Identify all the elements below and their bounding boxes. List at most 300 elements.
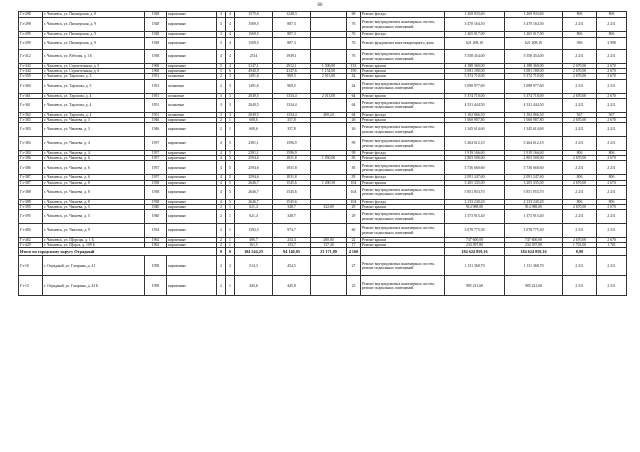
cell-living-area: 254,3 [273,238,311,243]
cell-total-area: 2049,5 [235,93,273,98]
cell-apts [311,161,347,175]
cell-entrances: 1 [226,204,235,209]
cell-apts: 137,40 [311,243,347,248]
cell-address: г. Чапаевск, ул. Щорсцы, д. 1 Б [43,238,145,243]
cell-living-area: 887,3 [273,38,311,50]
cell-residents: 83 [347,175,361,180]
cell-floors: 4 [217,137,226,151]
cell-id: Гз-10 [19,256,43,276]
cell-entrances: 5 [226,199,235,204]
cell-address: г. Чапаевск, ул. Чапаева, д. 8 [43,185,145,199]
cell-id: Гз-395 [19,204,43,209]
cell-cost: 5 736 660,60 [445,161,505,175]
cell-cost2: 2 803 500,00 [505,156,563,161]
cell-living-area: 887,3 [273,32,311,38]
cell-max-m2: 3 998 [597,38,627,50]
cell-cost2: 5 374 710,00 [505,74,563,79]
cell-total-area: 2381,1 [235,137,273,151]
cell-cost: 3 081 180,00 [445,69,505,74]
cell-material: кирпичные [167,64,217,69]
total-max-empty [597,248,627,256]
cell-id: Гз-429 [19,243,43,248]
cell-max-m2: 2 211 [597,50,627,64]
cell-cost2: 5 374 710,00 [505,93,563,98]
cell-address: г. Чапаевск, ул. Чапаева, д. 4 [43,137,145,151]
cell-year: 1958 [145,256,167,276]
cell-floors: 4 [217,161,226,175]
cell-floors: 3 [217,93,226,98]
cell-address: г. Отрадный, ул. Гагарина, д. 41 [43,256,145,276]
cell-address: г. Чапаевск, ул. Щорса, д. 109 Б [43,243,145,248]
cell-material: кирпичные [167,243,217,248]
cell-year: 1928 [145,38,167,50]
cell-cost: 1 919 166,60 [445,151,505,156]
cell-residents: 76 [347,18,361,32]
cell-material: шлаковые [167,98,217,112]
total-cost2: 184 624 859,16 [505,248,563,256]
cell-id: Гз-343 [19,64,43,69]
cell-works: Ремонт внутридомовых инженерных систем, ремонт подвальных помещений [361,185,445,199]
cell-apts: 2 013,00 [311,93,347,98]
cell-floors: 4 [217,151,226,156]
cell-year: 1938 [145,185,167,199]
cell-residents: 29 [347,204,361,209]
cell-entrances: 4 [226,18,235,32]
cell-floors: 3 [217,98,226,112]
cell-entrances: 1 [226,117,235,122]
cell-cost2: 1 345 614,60 [505,123,563,137]
cell-residents: 104 [347,185,361,199]
cell-material: кирпичные [167,161,217,175]
cell-year: 1928 [145,12,167,18]
cell-floors: 2 [217,210,226,224]
table-row [19,224,627,238]
cell-living-area: 348,7 [273,204,311,209]
cell-entrances: 5 [226,161,235,175]
cell-material: кирпичные [167,156,217,161]
table-row [19,123,627,137]
cell-works: Ремонт фасада [361,175,445,180]
cell-id: Гз-387 [19,180,43,185]
cell-living-area: 1248,3 [273,12,311,18]
cell-residents: 76 [347,32,361,38]
cell-apts: 1 200,50 [311,180,347,185]
cell-apts [311,79,347,93]
cell-works: Ремонт внутридомовых инженерных систем, ремонт подвальных помещений [361,18,445,32]
cell-max-m2: 1 701 [597,243,627,248]
cell-year: 1946 [145,123,167,137]
cell-total-area: 406,7 [235,238,273,243]
table-row [19,185,627,199]
cell-total-area: 621,4 [235,204,273,209]
cell-floors: 2 [217,276,226,296]
total-living-area: 94 140,05 [273,248,311,256]
cell-total-area: 621,4 [235,210,273,224]
cell-floors: 3 [217,32,226,38]
cell-id: Гз-384 [19,151,43,156]
cell-total-area: 2514 [235,50,273,64]
cell-cost: 1 102 066,50 [445,112,505,117]
table-row [19,161,627,175]
housing-repair-table [18,11,627,296]
cell-total-area: 4940,9 [235,69,273,74]
cell-year: 1938 [145,50,167,64]
cell-year: 1951 [145,74,167,79]
cell-living-area: 1334,4 [273,98,311,112]
total-area: 104 544,25 [235,248,273,256]
total-cost: 184 624 859,16 [445,248,505,256]
cell-id: Гз-388 [19,199,43,204]
cell-living-area: 974,7 [273,224,311,238]
cell-entrances: 3 [226,74,235,79]
cell-material: кирпичные [167,18,217,32]
cell-living-area: 4147,6 [273,69,311,74]
cell-residents: 133 [347,64,361,69]
cell-floors: 4 [217,175,226,180]
cell-material: кирпичные [167,151,217,156]
cell-max-m2: 806 [597,32,627,38]
cell-living-area: 2912,1 [273,64,311,69]
cell-material: шлаковые [167,112,217,117]
cell-floors: 4 [217,156,226,161]
cell-cost: 3 205 335,00 [445,180,505,185]
cell-cost: 4 188 360,00 [445,64,505,69]
cell-max-m2: 2 670 [597,74,627,79]
cell-total-area: 2646,7 [235,180,273,185]
cell-material: кирпичные [167,175,217,180]
cell-cost2: 1 068 987,80 [505,117,563,122]
cell-max-m2: 2 670 [597,64,627,69]
cell-works: Ремонт внутридомовых инженерных систем, ремонт подвальных помещений [361,50,445,64]
cell-works: Ремонт фундамента многоквартирного дома [361,38,445,50]
cell-residents: 22 [347,238,361,243]
cell-cost: 2 091 247,60 [445,175,505,180]
cell-id: Гз-387 [19,175,43,180]
cell-residents: 68 [347,12,361,18]
total-col-a: 0 [217,248,226,256]
cell-per-m2: 2 211 [563,210,597,224]
cell-works: Ремонт внутридомовых инженерных систем, ремонт подвальных помещений [361,98,445,112]
cell-max-m2: 2 670 [597,117,627,122]
cell-entrances: 4 [226,50,235,64]
cell-id: Гз-388 [19,185,43,199]
cell-material: кирпичные [167,204,217,209]
cell-residents: 60 [347,224,361,238]
cell-cost2: 234 397,80 [505,243,563,248]
cell-cost: 985 221,60 [445,276,505,296]
cell-year: 1940 [145,210,167,224]
cell-works: Ремонт крыши [361,117,445,122]
cell-year: 1940 [145,204,167,209]
cell-entrances: 4 [226,12,235,18]
cell-max-m2: 2 211 [597,276,627,296]
cell-material: кирпичные [167,38,217,50]
cell-cost2: 3 470 164,50 [505,18,563,32]
cell-entrances: 3 [226,79,235,93]
cell-cost2: 5 736 660,60 [505,161,563,175]
cell-total-area: 1491,6 [235,74,273,79]
cell-floors: 4 [217,50,226,64]
cell-cost2: 5 264 612,10 [505,137,563,151]
cell-address: г. Чапаевск, ул. Пионерская, д. 9 [43,38,145,50]
cell-max-m2: 2 670 [597,69,627,74]
cell-id: Гз-312 [19,50,43,64]
cell-floors: 2 [217,256,226,276]
cell-residents: 26 [347,123,361,137]
cell-material: кирпичные [167,210,217,224]
cell-id: Гз-360 [19,79,43,93]
cell-max-m2: 2 211 [597,185,627,199]
cell-cost2: 1 373 915,40 [505,210,563,224]
cell-cost: 234 397,80 [445,243,505,248]
cell-year: 1962 [145,238,167,243]
cell-per-m2: 2 211 [563,79,597,93]
cell-works: Ремонт крыши [361,180,445,185]
cell-apts: 342,69 [311,204,347,209]
cell-entrances: 3 [226,112,235,117]
cell-entrances: 5 [226,156,235,161]
cell-apts [311,18,347,32]
cell-year: 1938 [145,199,167,204]
cell-entrances: 5 [226,185,235,199]
cell-total-area: 2381,1 [235,151,273,156]
cell-cost: 3 470 164,50 [445,18,505,32]
cell-works: Ремонт фасада [361,112,445,117]
cell-cost: 5 558 454,00 [445,50,505,64]
cell-material: кирпичные [167,137,217,151]
cell-max-m2: 2 211 [597,123,627,137]
cell-residents: 23 [347,276,361,296]
cell-id: Гз-344 [19,69,43,74]
cell-living-area: 969,5 [273,79,311,93]
cell-entrances: 3 [226,93,235,98]
table-row [19,18,627,32]
cell-floors: 2 [217,204,226,209]
cell-year: 1928 [145,18,167,32]
cell-floors: 2 [217,117,226,122]
cell-total-area: 2049,5 [235,98,273,112]
cell-cost2: 5 558 454,00 [505,50,563,64]
cell-id: Гз-298 [19,12,43,18]
cell-year: 1957 [145,151,167,156]
cell-id: Гз-362 [19,112,43,117]
cell-year: 1951 [145,112,167,117]
cell-cost: 5 374 710,00 [445,93,505,98]
cell-apts [311,185,347,199]
cell-cost: 3 098 977,60 [445,79,505,93]
cell-floors: 4 [217,185,226,199]
cell-total-area: 608,6 [235,123,273,137]
cell-works: Ремонт крыши [361,204,445,209]
cell-cost2: 4 531 444,50 [505,98,563,112]
cell-address: г. Чапаевск, ул. Пионерская, д. 8 [43,12,145,18]
cell-works: Ремонт внутридомовых инженерных систем, ремонт подвальных помещений [361,161,445,175]
cell-material: кирпичные [167,276,217,296]
cell-max-m2: 2 670 [597,180,627,185]
cell-year: 1968 [145,69,167,74]
cell-total-area: 1392,5 [235,224,273,238]
cell-per-m2: 806 [563,12,597,18]
cell-per-m2: 2 211 [563,98,597,112]
cell-works: Ремонт внутридомовых инженерных систем, ремонт подвальных помещений [361,276,445,296]
cell-max-m2: 2 211 [597,256,627,276]
cell-total-area: 1491,6 [235,79,273,93]
cell-apts [311,38,347,50]
cell-total-area: 161,5 [235,243,273,248]
cell-year: 1957 [145,137,167,151]
cell-address: г. Чапаевск, ул. Чапаева, д. 5 [43,210,145,224]
cell-works: Ремонт крыши [361,74,445,79]
cell-max-m2: 2 211 [597,224,627,238]
cell-material: кирпичные [167,117,217,122]
cell-residents: 76 [347,50,361,64]
cell-works: Ремонт внутридомовых инженерных систем, ремонт подвальных помещений [361,137,445,151]
cell-entrances: 1 [226,224,235,238]
cell-living-area: 1334,4 [273,93,311,98]
cell-id: Гз-361 [19,98,43,112]
cell-residents: 29 [347,210,361,224]
cell-residents: 26 [347,117,361,122]
cell-residents: 99 [347,151,361,156]
cell-per-m2: 2 211 [563,161,597,175]
cell-residents: 76 [347,38,361,50]
cell-works: Ремонт фасада [361,199,445,204]
cell-residents: 44 [347,79,361,93]
cell-total-area: 2646,7 [235,185,273,199]
cell-floors: 2 [217,123,226,137]
cell-cost2: 1 919 166,60 [505,151,563,156]
cell-max-m2: 806 [597,12,627,18]
cell-material: кирпичные [167,256,217,276]
cell-total-area: 1575,6 [235,12,273,18]
cell-residents: 104 [347,199,361,204]
cell-living-area: 1545,6 [273,180,311,185]
cell-cost2: 621 208,10 [505,38,563,50]
cell-max-m2: 806 [597,175,627,180]
cell-address: г. Чапаевск, ул. Чапаева, д. 6 [43,175,145,180]
cell-id: Гз-299 [19,32,43,38]
cell-max-m2: 806 [597,199,627,204]
cell-year: 1968 [145,64,167,69]
cell-works: Ремонт внутридомовых инженерных систем, ремонт подвальных помещений [361,79,445,93]
cell-per-m2: 2 211 [563,137,597,151]
cell-per-m2: 806 [563,32,597,38]
cell-cost2: 3 081 180,00 [505,69,563,74]
cell-residents: 44 [347,74,361,79]
cell-material: кирпичные [167,185,217,199]
cell-per-m2: 2 670,00 [563,180,597,185]
cell-floors: 5 [217,69,226,74]
cell-year: 1957 [145,161,167,175]
cell-residents: 83 [347,156,361,161]
cell-year: 1946 [145,117,167,122]
cell-works: Ремонт крыши [361,69,445,74]
cell-works: Ремонт крыши [361,243,445,248]
cell-entrances: 4 [226,32,235,38]
table-row [19,38,627,50]
cell-living-area: 445,8 [273,276,311,296]
cell-material: кирпичные [167,32,217,38]
cell-id: Гз-298 [19,18,43,32]
cell-material: кирпичные [167,199,217,204]
cell-cost: 747 600,00 [445,238,505,243]
cell-residents: 64 [347,98,361,112]
cell-year: 1962 [145,243,167,248]
cell-cost: 4 531 444,50 [445,98,505,112]
cell-address: г. Чапаевск, ул. Рабочая, д. 16 [43,50,145,64]
cell-year: 1957 [145,156,167,161]
cell-address: г. Чапаевск, ул. Чапаева, д. 3 [43,123,145,137]
cell-entrances: 6 [226,69,235,74]
cell-material: шлаковые [167,79,217,93]
cell-living-area: 1596,9 [273,137,311,151]
cell-floors: 5 [217,64,226,69]
cell-id: Гз-383 [19,123,43,137]
cell-material: кирпичные [167,12,217,18]
cell-cost: 621 208,10 [445,38,505,50]
cell-cost: 5 851 853,70 [445,185,505,199]
cell-living-area: 1545,6 [273,185,311,199]
cell-floors: 3 [217,112,226,117]
cell-living-area: 1831,8 [273,161,311,175]
cell-max-m2: 2 211 [597,18,627,32]
cell-works: Ремонт крыши [361,64,445,69]
cell-residents: 27 [347,256,361,276]
total-apts: 23 171,09 [311,248,347,256]
cell-cost: 3 078 775,30 [445,224,505,238]
cell-cost: 914 988,00 [445,204,505,209]
cell-per-m2: 2 211 [563,185,597,199]
cell-year: 1951 [145,93,167,98]
cell-address: г. Чапаевск, ул. Чапаева, д. 5 [43,204,145,209]
cell-total-area: 608,6 [235,117,273,122]
cell-works: Ремонт крыши [361,93,445,98]
cell-per-m2: 2 670,00 [563,74,597,79]
cell-address: г. Чапаевск, ул. Чапаева, д. 6 [43,161,145,175]
cell-address: г. Чапаевск, ул. Строительная, д. 5 [43,64,145,69]
cell-per-m2: 2 211 [563,123,597,137]
cell-entrances: 1 [226,210,235,224]
cell-max-m2: 2 670 [597,93,627,98]
page-number: 66 [317,3,323,8]
cell-cost2: 3 205 335,00 [505,180,563,185]
cell-per-m2: 567 [563,112,597,117]
cell-works: Ремонт внутридомовых инженерных систем, ремонт подвальных помещений [361,256,445,276]
cell-floors: 2 [217,243,226,248]
cell-total-area: 2594,6 [235,161,273,175]
cell-works: Ремонт внутридомовых инженерных систем, ремонт подвальных помещений [361,210,445,224]
cell-id: Гз-299 [19,38,43,50]
cell-works: Ремонт фасада [361,12,445,18]
cell-works: Ремонт фасада [361,151,445,156]
cell-material: шлаковые [167,74,217,79]
cell-per-m2: 2 670,00 [563,64,597,69]
cell-address: г. Чапаевск, ул. Пионерская, д. 9 [43,32,145,38]
cell-cost: 1 269 933,60 [445,12,505,18]
cell-id: Гз-400 [19,224,43,238]
total-label: Итого по городскому округу Отрадный [19,248,217,256]
cell-living-area: 1831,8 [273,175,311,180]
cell-per-m2: 2 670,00 [563,117,597,122]
cell-material: кирпичные [167,238,217,243]
cell-residents: 190 [347,69,361,74]
total-residents: 4 160 [347,248,361,256]
cell-address: г. Чапаевск, ул. Тарасова, д. 4 [43,93,145,98]
cell-max-m2: 2 211 [597,98,627,112]
table-row [19,79,627,93]
cell-material: кирпичные [167,69,217,74]
cell-living-area: 357,8 [273,117,311,122]
